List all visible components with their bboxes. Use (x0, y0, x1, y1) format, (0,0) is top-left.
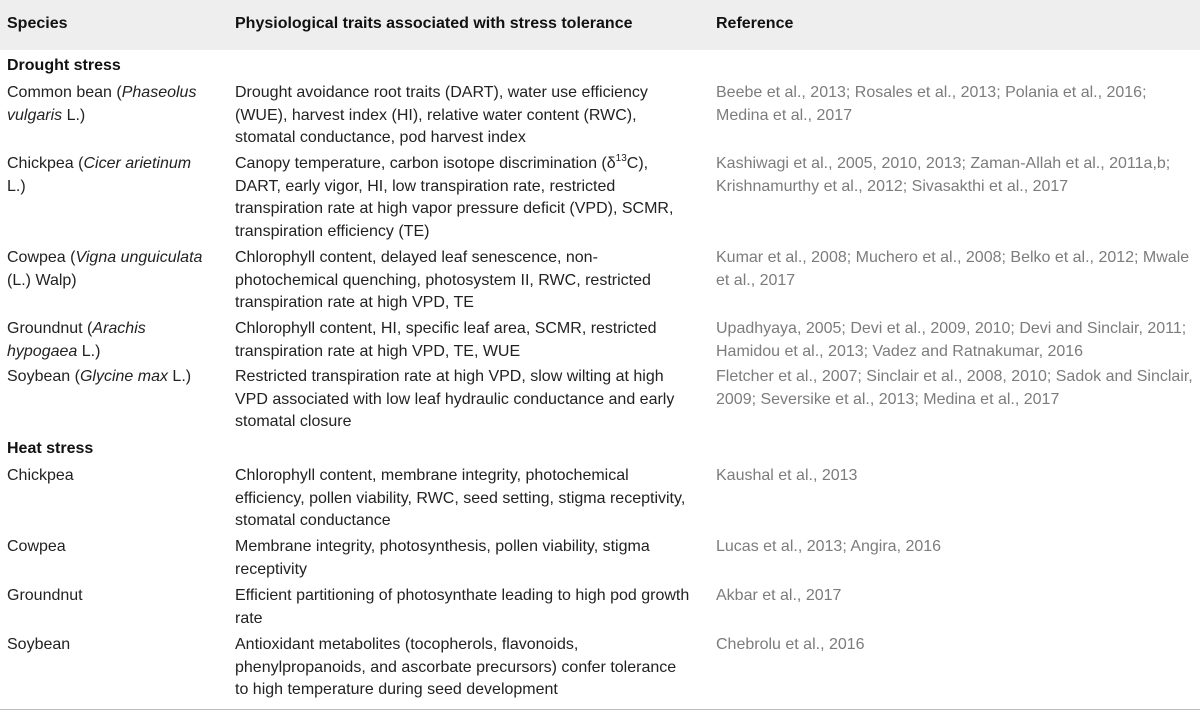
reference-cell: Kumar et al., 2008; Muchero et al., 2008; Belko et al., 2012; Mwale et al., 2017 (716, 249, 1190, 289)
species-cell: Soybean (7, 636, 71, 653)
header-reference: Reference (716, 15, 794, 32)
reference-cell: Beebe et al., 2013; Rosales et al., 2013; Polania et al., 2016; Medina et al., 2017 (716, 84, 1147, 124)
table-header (0, 0, 1200, 50)
reference-cell: Akbar et al., 2017 (716, 587, 842, 604)
species-cell: Chickpea (Cicer arietinum L.) (7, 155, 192, 195)
reference-cell: Kashiwagi et al., 2005, 2010, 2013; Zaman-Allah et al., 2011a,b; Krishnamurthy et al., 2012; Sivasakthi et al., 2017 (716, 155, 1171, 195)
header-species: Species (7, 15, 68, 32)
header-traits: Physiological traits associated with stress tolerance (235, 15, 633, 32)
species-cell: Groundnut (7, 587, 83, 604)
species-cell: Common bean (Phaseolus vulgaris L.) (7, 84, 197, 124)
reference-cell: Upadhyaya, 2005; Devi et al., 2009, 2010; Devi and Sinclair, 2011; Hamidou et al., 2013; Vadez and Ratnakumar, 2016 (716, 320, 1187, 360)
traits-cell: Drought avoidance root traits (DART), water use efficiency (WUE), harvest index (HI), relative water content (RWC), stomatal conductance, pod harvest index (235, 84, 648, 146)
traits-cell: Antioxidant metabolites (tocopherols, flavonoids, phenylpropanoids, and ascorbate precursors) confer tolerance to high temperature during seed development (235, 636, 677, 698)
bottom-rule (0, 709, 1200, 710)
traits-cell: Chlorophyll content, membrane integrity, photochemical efficiency, pollen viability, RWC, seed setting, stigma receptivity, stomatal conductance (235, 467, 686, 529)
reference-cell: Fletcher et al., 2007; Sinclair et al., 2008, 2010; Sadok and Sinclair, 2009; Seversike et al., 2013; Medina et al., 2017 (716, 368, 1193, 408)
species-cell: Soybean (Glycine max L.) (7, 368, 192, 385)
traits-cell: Membrane integrity, photosynthesis, pollen viability, stigma receptivity (235, 538, 650, 578)
traits-cell: Canopy temperature, carbon isotope discrimination $(\delta^{13}C)$, DART, early vigor, HI, low transpiration rate, restricted transpiration rate at high vapor pressure deficit (VPD), SCMR, transpiration efficiency (TE) (235, 152, 674, 240)
reference-cell: Chebrolu et al., 2016 (716, 636, 865, 653)
species-cell: Groundnut (Arachis hypogaea L.) (7, 320, 146, 360)
species-cell: Cowpea (Vigna unguiculata (L.) Walp) (7, 249, 203, 289)
reference-cell: Lucas et al., 2013; Angira, 2016 (716, 538, 942, 555)
species-cell: Cowpea (7, 538, 66, 555)
traits-cell: Chlorophyll content, HI, specific leaf area, SCMR, restricted transpiration rate at high VPD, TE, WUE (235, 320, 657, 360)
traits-cell: Restricted transpiration rate at high VPD, slow wilting at high VPD associated with low leaf hydraulic conductance and early stomatal closure (235, 368, 675, 430)
species-cell: Chickpea (7, 467, 74, 484)
section-title-drought: Drought stress (7, 57, 121, 74)
reference-cell: Kaushal et al., 2013 (716, 467, 858, 484)
section-title-heat: Heat stress (7, 440, 94, 457)
traits-cell: Chlorophyll content, delayed leaf senescence, non-photochemical quenching, photosystem II, RWC, restricted transpiration rate at high VPD, TE (235, 249, 651, 311)
traits-cell: Efficient partitioning of photosynthate leading to high pod growth rate (235, 587, 690, 627)
